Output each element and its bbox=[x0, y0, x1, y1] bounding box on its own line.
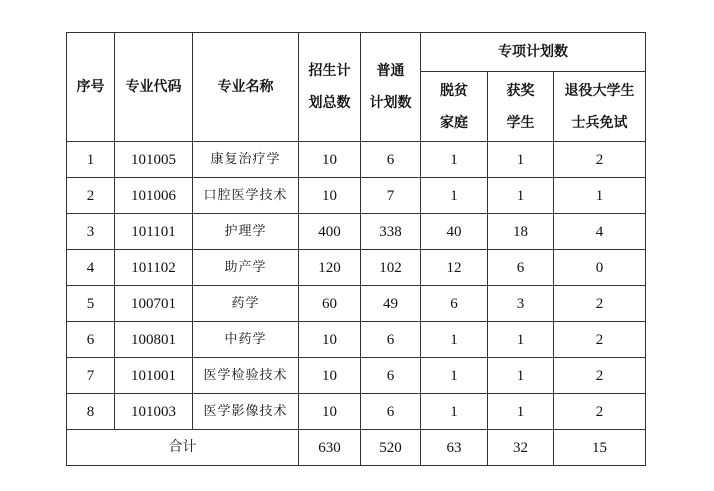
total-total: 630 bbox=[299, 430, 361, 466]
cell-veteran: 2 bbox=[554, 142, 646, 178]
total-veteran: 15 bbox=[554, 430, 646, 466]
cell-seq: 8 bbox=[67, 394, 115, 430]
total-general: 520 bbox=[361, 430, 421, 466]
cell-total: 400 bbox=[299, 214, 361, 250]
cell-veteran: 4 bbox=[554, 214, 646, 250]
total-poverty: 63 bbox=[421, 430, 488, 466]
cell-poverty: 40 bbox=[421, 214, 488, 250]
header-award-line2: 学生 bbox=[506, 114, 535, 131]
cell-general: 7 bbox=[361, 178, 421, 214]
cell-poverty: 1 bbox=[421, 178, 488, 214]
header-veteran bbox=[554, 72, 646, 142]
cell-name: 口腔医学技术 bbox=[193, 178, 299, 214]
table-row bbox=[67, 214, 646, 250]
cell-poverty: 1 bbox=[421, 142, 488, 178]
cell-general: 338 bbox=[361, 214, 421, 250]
cell-general: 6 bbox=[361, 142, 421, 178]
header-total bbox=[299, 33, 361, 142]
header-code: 专业代码 bbox=[115, 33, 193, 142]
cell-code: 101006 bbox=[115, 178, 193, 214]
header-general-line1: 普通 bbox=[376, 63, 405, 79]
cell-veteran: 0 bbox=[554, 250, 646, 286]
header-special: 专项计划数 bbox=[421, 33, 646, 72]
cell-general: 6 bbox=[361, 394, 421, 430]
enrollment-plan-table bbox=[66, 32, 646, 466]
header-general bbox=[361, 33, 421, 142]
cell-code: 101102 bbox=[115, 250, 193, 286]
table-row bbox=[67, 394, 646, 430]
header-seq: 序号 bbox=[67, 33, 115, 142]
cell-name: 医学影像技术 bbox=[193, 394, 299, 430]
cell-veteran: 2 bbox=[554, 358, 646, 394]
cell-code: 101001 bbox=[115, 358, 193, 394]
cell-name: 护理学 bbox=[193, 214, 299, 250]
header-general-line2: 计划数 bbox=[369, 95, 412, 111]
cell-award: 1 bbox=[488, 358, 554, 394]
cell-award: 18 bbox=[488, 214, 554, 250]
cell-name: 中药学 bbox=[193, 322, 299, 358]
cell-award: 1 bbox=[488, 178, 554, 214]
cell-total: 10 bbox=[299, 322, 361, 358]
cell-seq: 6 bbox=[67, 322, 115, 358]
header-veteran-line1: 退役大学生 bbox=[564, 82, 635, 99]
cell-seq: 3 bbox=[67, 214, 115, 250]
enrollment-plan-table-wrap bbox=[66, 32, 646, 466]
header-poverty-line2: 家庭 bbox=[440, 114, 468, 131]
cell-name: 医学检验技术 bbox=[193, 358, 299, 394]
table-row bbox=[67, 358, 646, 394]
table-row bbox=[67, 322, 646, 358]
table-row bbox=[67, 250, 646, 286]
cell-name: 助产学 bbox=[193, 250, 299, 286]
cell-poverty: 1 bbox=[421, 394, 488, 430]
cell-seq: 4 bbox=[67, 250, 115, 286]
cell-general: 102 bbox=[361, 250, 421, 286]
total-label: 合计 bbox=[67, 430, 299, 466]
cell-award: 1 bbox=[488, 322, 554, 358]
total-award: 32 bbox=[488, 430, 554, 466]
cell-code: 100701 bbox=[115, 286, 193, 322]
table-row bbox=[67, 142, 646, 178]
cell-veteran: 2 bbox=[554, 322, 646, 358]
cell-award: 1 bbox=[488, 142, 554, 178]
cell-poverty: 12 bbox=[421, 250, 488, 286]
cell-total: 120 bbox=[299, 250, 361, 286]
cell-award: 1 bbox=[488, 394, 554, 430]
cell-poverty: 1 bbox=[421, 358, 488, 394]
cell-code: 100801 bbox=[115, 322, 193, 358]
table-row bbox=[67, 178, 646, 214]
table-row bbox=[67, 286, 646, 322]
cell-veteran: 2 bbox=[554, 394, 646, 430]
cell-veteran: 2 bbox=[554, 286, 646, 322]
cell-general: 6 bbox=[361, 358, 421, 394]
header-award bbox=[488, 72, 554, 142]
cell-total: 10 bbox=[299, 358, 361, 394]
total-row bbox=[67, 430, 646, 466]
cell-seq: 2 bbox=[67, 178, 115, 214]
cell-veteran: 1 bbox=[554, 178, 646, 214]
cell-poverty: 6 bbox=[421, 286, 488, 322]
cell-award: 3 bbox=[488, 286, 554, 322]
cell-seq: 1 bbox=[67, 142, 115, 178]
cell-seq: 7 bbox=[67, 358, 115, 394]
header-award-line1: 获奖 bbox=[506, 82, 535, 99]
cell-total: 60 bbox=[299, 286, 361, 322]
cell-code: 101005 bbox=[115, 142, 193, 178]
header-name: 专业名称 bbox=[193, 33, 299, 142]
cell-total: 10 bbox=[299, 178, 361, 214]
header-veteran-line2: 士兵免试 bbox=[571, 114, 628, 131]
cell-seq: 5 bbox=[67, 286, 115, 322]
cell-total: 10 bbox=[299, 142, 361, 178]
cell-total: 10 bbox=[299, 394, 361, 430]
cell-code: 101101 bbox=[115, 214, 193, 250]
cell-general: 6 bbox=[361, 322, 421, 358]
header-total-line2: 划总数 bbox=[308, 95, 351, 111]
cell-poverty: 1 bbox=[421, 322, 488, 358]
header-total-line1: 招生计 bbox=[308, 63, 351, 79]
header-poverty bbox=[421, 72, 488, 142]
cell-code: 101003 bbox=[115, 394, 193, 430]
cell-name: 药学 bbox=[193, 286, 299, 322]
header-poverty-line1: 脱贫 bbox=[440, 82, 468, 99]
cell-general: 49 bbox=[361, 286, 421, 322]
cell-award: 6 bbox=[488, 250, 554, 286]
cell-name: 康复治疗学 bbox=[193, 142, 299, 178]
